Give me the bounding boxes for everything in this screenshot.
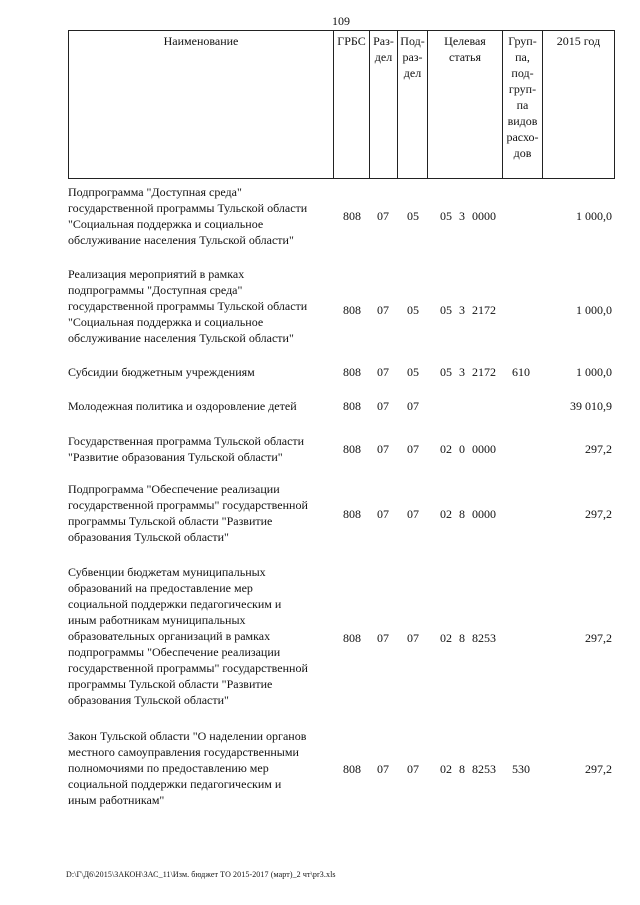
header-year: 2015 год xyxy=(543,31,615,179)
row-grbs: 808 xyxy=(343,442,361,456)
row-celevaya: 02 8 8253 xyxy=(440,631,496,645)
row-sum: 297,2 xyxy=(585,631,612,645)
row-razdel: 07 xyxy=(377,303,389,317)
header-podrazdel: Под- раз- дел xyxy=(398,31,428,179)
row-razdel: 07 xyxy=(377,399,389,413)
table-header xyxy=(68,30,615,179)
row-razdel: 07 xyxy=(377,762,389,776)
row-name: Государственная программа Тульской области "Развитие образования Тульской области" xyxy=(68,434,305,464)
page-number: 109 xyxy=(332,14,350,28)
header-name: Наименование xyxy=(69,31,334,179)
row-grbs: 808 xyxy=(343,507,361,521)
row-sum: 1 000,0 xyxy=(576,365,612,379)
row-gruppa: 610 xyxy=(512,365,530,379)
row-sum: 297,2 xyxy=(585,442,612,456)
header-razdel: Раз- дел xyxy=(370,31,398,179)
row-grbs: 808 xyxy=(343,209,361,223)
row-grbs: 808 xyxy=(343,762,361,776)
row-celevaya: 05 3 0000 xyxy=(440,209,496,223)
row-razdel: 07 xyxy=(377,507,389,521)
row-celevaya: 02 8 0000 xyxy=(440,507,496,521)
row-podrazdel: 07 xyxy=(407,399,419,413)
row-name: Субсидии бюджетным учреждениям xyxy=(68,365,255,379)
row-podrazdel: 07 xyxy=(407,507,419,521)
row-name: Молодежная политика и оздоровление детей xyxy=(68,399,297,413)
row-podrazdel: 05 xyxy=(407,303,419,317)
row-sum: 297,2 xyxy=(585,762,612,776)
row-sum: 1 000,0 xyxy=(576,209,612,223)
row-name: Закон Тульской области "О наделении органов местного самоуправления государственными полномочиями по предоставлению мер социальной поддержки педагогическим и иным работникам" xyxy=(68,729,307,807)
row-celevaya: 05 3 2172 xyxy=(440,365,496,379)
row-razdel: 07 xyxy=(377,365,389,379)
row-celevaya: 02 8 8253 xyxy=(440,762,496,776)
row-name: Субвенции бюджетам муниципальных образований на предоставление мер социальной поддержки педагогическим и иным работникам муниципальных образовательных организаций в рамках подпрограммы "Обеспечение реализации государственной программы" государственной программы Тульской области "Развитие образования Тульской области" xyxy=(68,565,308,707)
file-path-footer: D:\Г\Д6\2015\ЗАКОН\ЗАС_11\Изм. бюджет ТО 2015-2017 (март)_2 чт\pr3.xls xyxy=(66,870,336,879)
row-sum: 39 010,9 xyxy=(570,399,612,413)
row-celevaya: 02 0 0000 xyxy=(440,442,496,456)
row-podrazdel: 07 xyxy=(407,762,419,776)
row-razdel: 07 xyxy=(377,631,389,645)
row-razdel: 07 xyxy=(377,209,389,223)
row-podrazdel: 05 xyxy=(407,209,419,223)
row-razdel: 07 xyxy=(377,442,389,456)
row-podrazdel: 05 xyxy=(407,365,419,379)
row-name: Реализация мероприятий в рамках подпрограммы "Доступная среда" государственной программы Тульской области "Социальная поддержка и социальное обслуживание населения Тульской области" xyxy=(68,267,308,345)
row-name: Подпрограмма "Доступная среда" государственной программы Тульской области "Социальная поддержка и социальное обслуживание населения Тульской области" xyxy=(68,185,308,247)
row-grbs: 808 xyxy=(343,303,361,317)
row-podrazdel: 07 xyxy=(407,631,419,645)
row-grbs: 808 xyxy=(343,399,361,413)
row-sum: 297,2 xyxy=(585,507,612,521)
row-celevaya: 05 3 2172 xyxy=(440,303,496,317)
row-name: Подпрограмма "Обеспечение реализации государственной программы" государственной программы Тульской области "Развитие образования Тульской области" xyxy=(68,482,308,544)
header-grbs: ГРБС xyxy=(334,31,370,179)
row-grbs: 808 xyxy=(343,631,361,645)
header-gruppa: Груп- па, под- груп- па видов расхо- дов xyxy=(503,31,543,179)
row-sum: 1 000,0 xyxy=(576,303,612,317)
row-grbs: 808 xyxy=(343,365,361,379)
row-gruppa: 530 xyxy=(512,762,530,776)
row-podrazdel: 07 xyxy=(407,442,419,456)
header-celevaya: Целевая статья xyxy=(428,31,503,179)
